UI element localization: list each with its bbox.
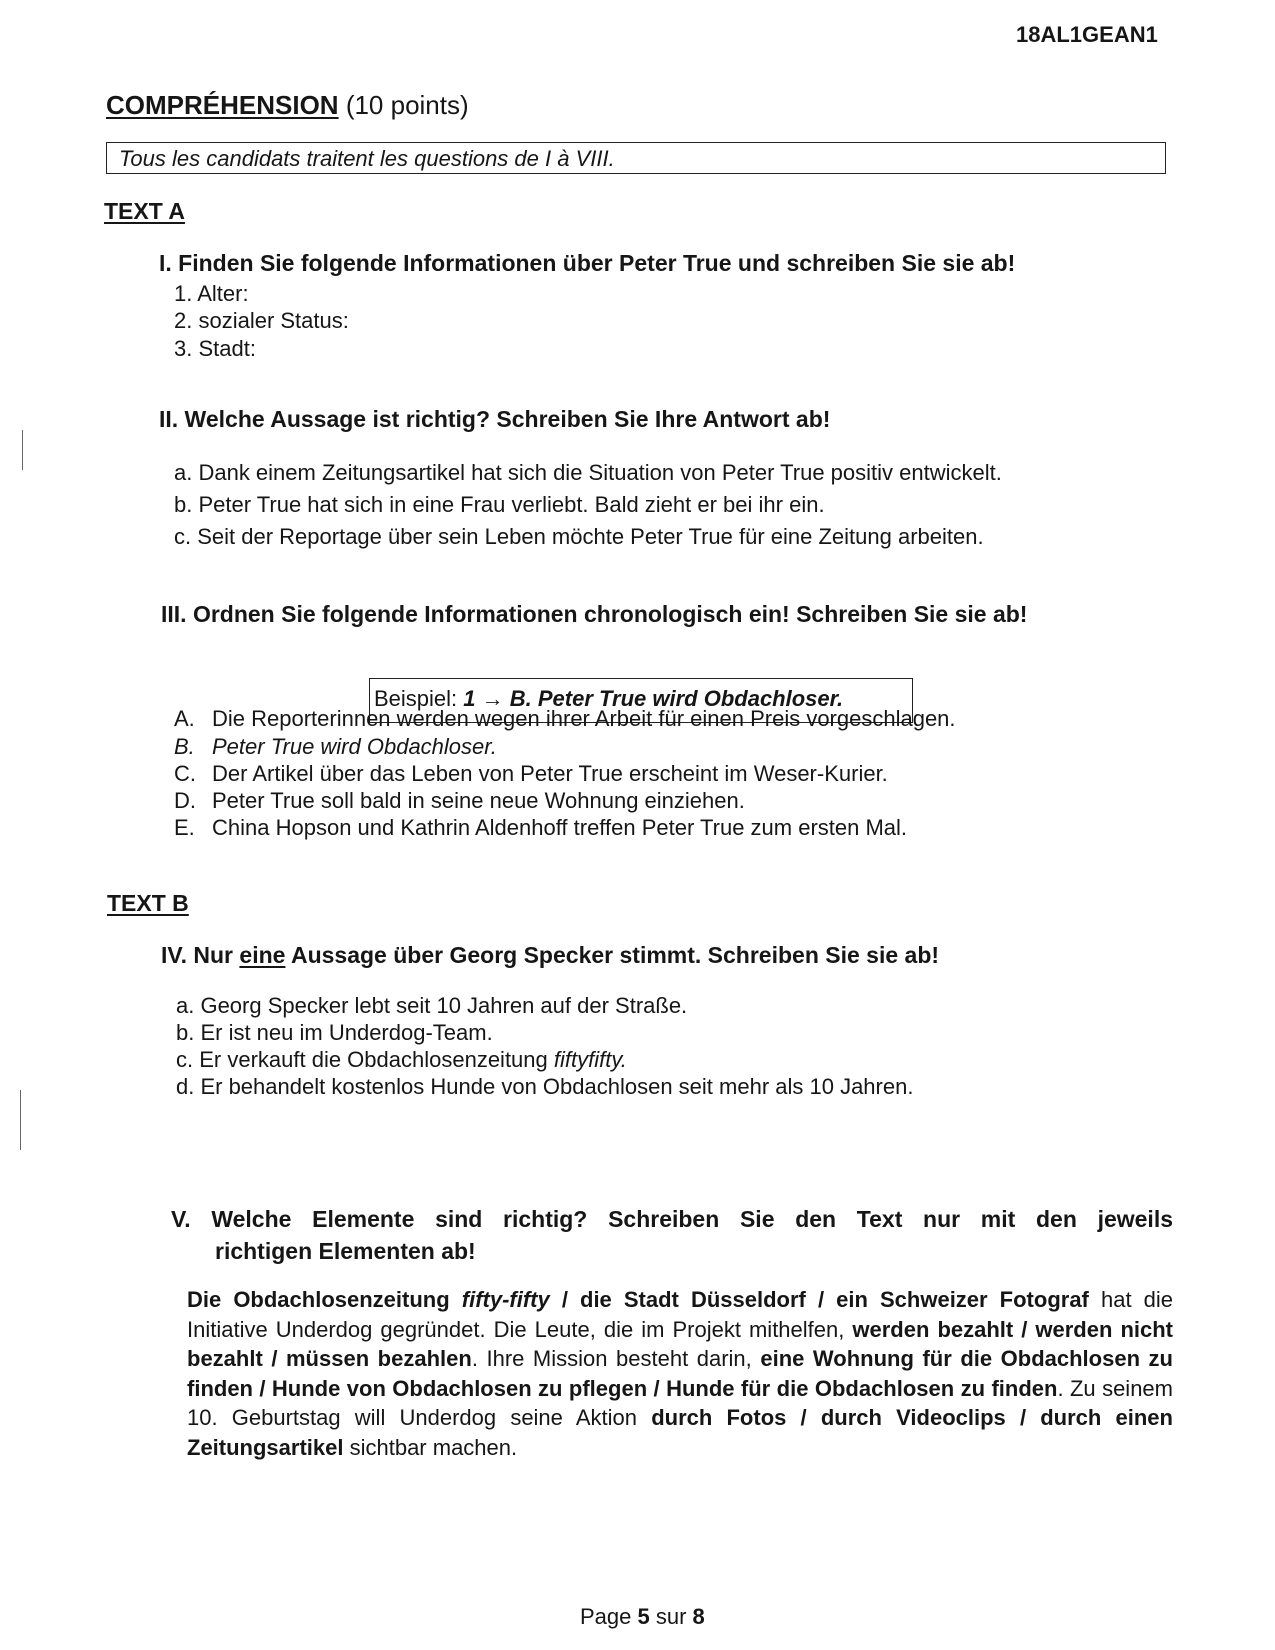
q5-title-word: sind: [435, 1206, 483, 1232]
q5-choice: durch Fotos / durch Videoclips / durch einen Zeitungsartikel: [187, 1405, 1173, 1460]
q5-title-word: Text: [856, 1206, 903, 1232]
q3-item-text: Peter True soll bald in seine neue Wohnung einziehen.: [212, 788, 745, 813]
footer-pre: Page: [580, 1604, 638, 1629]
q1-item-age: 1. Alter:: [174, 281, 249, 306]
q5-title-word: Welche: [211, 1206, 292, 1232]
q5-text: . Ihre Mission besteht darin,: [471, 1346, 761, 1371]
q5-title-word: jeweils: [1097, 1206, 1173, 1232]
q5-choice-italic: fifty-fifty: [461, 1287, 550, 1312]
question-4-title: [161, 942, 939, 969]
q4-title-emph: eine: [239, 942, 286, 968]
heading-points: (10 points): [345, 90, 469, 120]
q5-title-word: Elemente: [312, 1206, 415, 1232]
document-code: 18AL1GEAN1: [1016, 22, 1158, 47]
q3-item-letter: E.: [174, 815, 195, 840]
question-3-title: III. Ordnen Sie folgende Informationen chronologisch ein! Schreiben Sie sie ab!: [161, 601, 1028, 627]
q4-option-c-text: c. Er verkauft die Obdachlosenzeitung: [176, 1047, 554, 1072]
q3-item-b: [174, 734, 497, 760]
q5-title-line-1: [171, 1203, 1173, 1235]
q5-choice: Die Obdachlosenzeitung: [187, 1287, 462, 1312]
q5-title-word: Sie: [739, 1206, 775, 1232]
section-heading: [106, 90, 469, 121]
q4-option-b: b. Er ist neu im Underdog-Team.: [176, 1020, 493, 1045]
q2-option-c: c. Seit der Reportage über sein Leben möchte Peter True für eine Zeitung arbeiten.: [174, 524, 984, 549]
q5-choice: werden bezahlt / werden nicht bezahlt / müssen bezahlen: [187, 1316, 1173, 1371]
q5-title-word: den: [795, 1206, 837, 1232]
q5-title-word: den: [1035, 1206, 1077, 1232]
q1-item-status: 2. sozialer Status:: [174, 308, 349, 333]
text-b-label: TEXT B: [107, 890, 189, 916]
question-5-title: [171, 1203, 1173, 1267]
q3-item-c: [174, 761, 888, 787]
q1-item-city: 3. Stadt:: [174, 336, 256, 361]
q3-item-letter: D.: [174, 788, 196, 813]
heading-title: COMPRÉHENSION: [106, 90, 339, 120]
question-2-title: II. Welche Aussage ist richtig? Schreiben Sie Ihre Antwort ab!: [159, 406, 831, 432]
question-1-title: I. Finden Sie folgende Informationen über Peter True und schreiben Sie sie ab!: [159, 250, 1016, 276]
q3-item-text: China Hopson und Kathrin Aldenhoff treffen Peter True zum ersten Mal.: [212, 815, 908, 840]
q2-option-b: b. Peter True hat sich in eine Frau verliebt. Bald zieht er bei ihr ein.: [174, 492, 825, 517]
q5-title-word: richtig?: [503, 1206, 588, 1232]
example-label: Beispiel:: [374, 686, 458, 711]
instruction-text: Tous les candidats traitent les questions de I à VIII.: [119, 146, 615, 171]
q5-text: sichtbar machen.: [343, 1434, 518, 1460]
q5-text: hat die Initiative Underdog gegründet. Die Leute, die im Projekt mithelfen,: [187, 1287, 1173, 1342]
q4-option-c-italic: fiftyfifty.: [553, 1047, 627, 1072]
q4-title-pre: IV. Nur: [161, 942, 240, 968]
scan-mark: [20, 1090, 21, 1150]
q5-choice: eine Wohnung für die Obdachlosen zu finden / Hunde von Obdachlosen zu pflegen / Hunde für die Obdachlosen zu finden: [187, 1346, 1173, 1401]
q5-gap-text: [187, 1285, 1173, 1462]
text-a-label: TEXT A: [104, 198, 185, 224]
q5-title-word: mit: [980, 1206, 1016, 1232]
footer-mid: sur: [649, 1604, 693, 1629]
q3-item-a: [174, 706, 956, 732]
q4-option-c: [176, 1047, 627, 1073]
q5-title-word: V.: [171, 1206, 191, 1232]
q4-option-a: a. Georg Specker lebt seit 10 Jahren auf der Straße.: [176, 993, 688, 1018]
q3-item-text: Peter True wird Obdachloser.: [212, 734, 497, 759]
q3-item-letter: B.: [174, 734, 195, 759]
q5-title-word: nur: [923, 1206, 961, 1232]
q3-item-e: [174, 815, 907, 841]
q5-choice: / die Stadt Düsseldorf / ein Schweizer Fotograf: [549, 1287, 1089, 1312]
q5-title-word: Schreiben: [608, 1206, 720, 1232]
scan-mark: [22, 430, 23, 470]
footer-page: 5: [637, 1604, 650, 1629]
q2-option-a: a. Dank einem Zeitungsartikel hat sich die Situation von Peter True positiv entwickelt.: [174, 460, 1002, 485]
q5-title-line-2: richtigen Elementen ab!: [215, 1238, 476, 1264]
q5-text: . Zu seinem 10. Geburtstag will Underdog seine Aktion: [187, 1375, 1173, 1430]
q3-item-letter: C.: [174, 761, 196, 786]
q5-choice: [462, 1287, 550, 1312]
q3-item-text: Der Artikel über das Leben von Peter True erscheint im Weser-Kurier.: [212, 761, 888, 786]
footer-total: 8: [692, 1604, 705, 1629]
q3-item-letter: A.: [174, 706, 195, 731]
page-footer: [580, 1604, 705, 1630]
q4-title-post: Aussage über Georg Specker stimmt. Schreiben Sie sie ab!: [285, 942, 940, 968]
example-value: 1 → B. Peter True wird Obdachloser.: [463, 686, 844, 711]
q3-item-d: [174, 788, 745, 814]
q4-option-d: d. Er behandelt kostenlos Hunde von Obdachlosen seit mehr als 10 Jahren.: [176, 1074, 914, 1099]
instruction-box: [106, 142, 1166, 174]
q3-item-text: Die Reporterinnen werden wegen ihrer Arbeit für einen Preis vorgeschlagen.: [212, 706, 956, 731]
